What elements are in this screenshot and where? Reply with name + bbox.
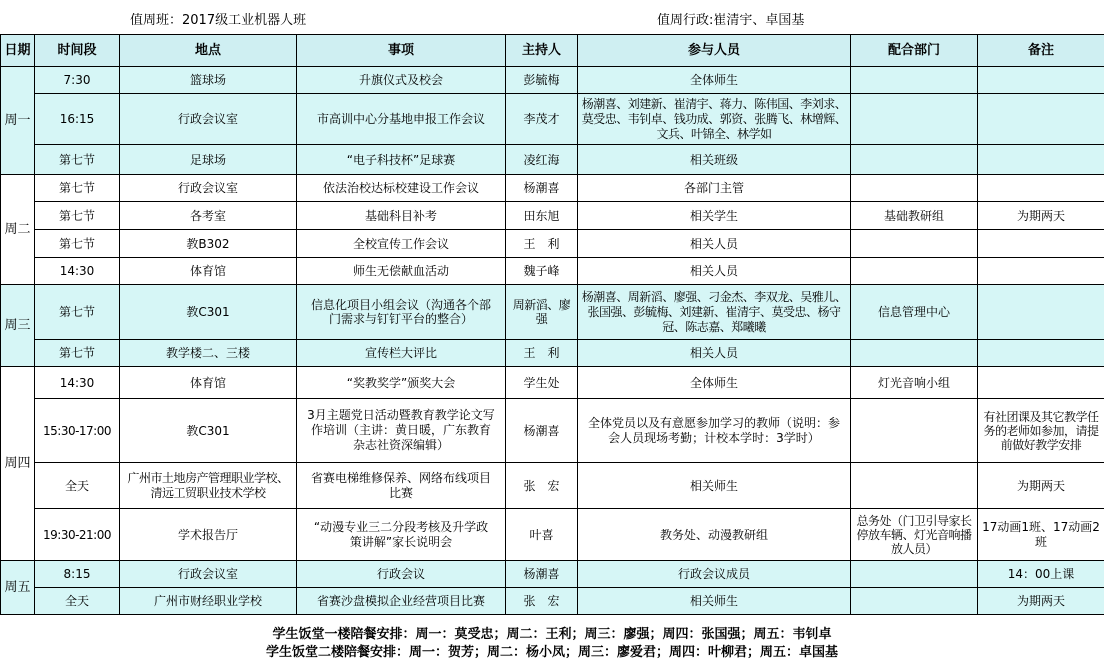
table-row [1, 340, 1104, 367]
cell-item: 省赛电梯维修保养、网络布线项目比赛 [297, 463, 506, 509]
cell-place: 行政会议室 [120, 175, 297, 202]
cell-time: 第七节 [35, 202, 120, 230]
table-row [1, 258, 1104, 285]
table-row [1, 463, 1104, 509]
cell-note: 17动画1班、17动画2班 [978, 509, 1104, 561]
cell-dept [851, 561, 978, 588]
cell-host: 王 利 [506, 340, 578, 367]
cell-dept [851, 258, 978, 285]
duty-class: 值周班：2017级工业机器人班 [130, 13, 307, 28]
table-row [1, 588, 1104, 615]
cell-dept: 灯光音响小组 [851, 367, 978, 399]
cell-dept [851, 399, 978, 463]
cell-participants: 相关人员 [578, 230, 851, 258]
header-row [1, 35, 1104, 67]
cell-time: 第七节 [35, 340, 120, 367]
cell-time: 15:30-17:00 [35, 399, 120, 463]
cell-note: 为期两天 [978, 463, 1104, 509]
table-row [1, 399, 1104, 463]
cell-place: 教B302 [120, 230, 297, 258]
cell-time: 8:15 [35, 561, 120, 588]
cell-participants: 相关人员 [578, 258, 851, 285]
cell-dept [851, 145, 978, 175]
cell-participants: 相关人员 [578, 340, 851, 367]
cell-dept [851, 94, 978, 145]
cell-item: 市高训中心分基地申报工作会议 [297, 94, 506, 145]
cell-host: 叶喜 [506, 509, 578, 561]
cell-time: 全天 [35, 463, 120, 509]
canteen-duty-floor2: 学生饭堂二楼陪餐安排：周一：贺芳；周二：杨小凤；周三：廖爱君；周四：叶柳君；周五：卓国基 [265, 645, 838, 660]
cell-place: 行政会议室 [120, 561, 297, 588]
cell-host: 杨潮喜 [506, 175, 578, 202]
table-row [1, 561, 1104, 588]
cell-place: 广州市土地房产管理职业学校、清远工贸职业技术学校 [120, 463, 297, 509]
cell-time: 7:30 [35, 67, 120, 94]
cell-item: 升旗仪式及校会 [297, 67, 506, 94]
col-host: 主持人 [506, 35, 578, 67]
cell-note: 14：00上课 [978, 561, 1104, 588]
cell-item: 省赛沙盘模拟企业经营项目比赛 [297, 588, 506, 615]
cell-host: 王 利 [506, 230, 578, 258]
cell-host: 周新滔、廖强 [506, 285, 578, 340]
cell-host: 杨潮喜 [506, 399, 578, 463]
cell-note: 为期两天 [978, 588, 1104, 615]
cell-note: 为期两天 [978, 202, 1104, 230]
cell-time: 第七节 [35, 175, 120, 202]
cell-item: 基础科目补考 [297, 202, 506, 230]
cell-time: 16:15 [35, 94, 120, 145]
cell-participants: 全体党员以及有意愿参加学习的教师（说明：参会人员现场考勤；计校本学时：3学时） [578, 399, 851, 463]
table-row [1, 509, 1104, 561]
cell-item: 宣传栏大评比 [297, 340, 506, 367]
col-date: 日期 [1, 35, 35, 67]
col-place: 地点 [120, 35, 297, 67]
table-row [1, 367, 1104, 399]
canteen-duty-floor1: 学生饭堂一楼陪餐安排：周一：莫受忠；周二：王利；周三：廖强；周四：张国强；周五：韦钊卓 [272, 627, 832, 642]
cell-time: 14:30 [35, 258, 120, 285]
cell-place: 广州市财经职业学校 [120, 588, 297, 615]
cell-item: 行政会议 [297, 561, 506, 588]
cell-note [978, 175, 1104, 202]
cell-place: 体育馆 [120, 367, 297, 399]
cell-note [978, 285, 1104, 340]
cell-note: 有社团课及其它教学任务的老师如参加，请提前做好教学安排 [978, 399, 1104, 463]
col-time: 时间段 [35, 35, 120, 67]
cell-participants: 相关学生 [578, 202, 851, 230]
table-row [1, 202, 1104, 230]
cell-time: 全天 [35, 588, 120, 615]
day-fri: 周五 [1, 561, 35, 615]
table-row [1, 94, 1104, 145]
cell-item: “动漫专业三二分段考核及升学政策讲解”家长说明会 [297, 509, 506, 561]
schedule-table [0, 34, 1104, 615]
cell-item: 师生无偿献血活动 [297, 258, 506, 285]
cell-dept: 基础教研组 [851, 202, 978, 230]
cell-host: 彭毓梅 [506, 67, 578, 94]
cell-host: 张 宏 [506, 588, 578, 615]
table-row [1, 285, 1104, 340]
cell-dept: 总务处（门卫引导家长停放车辆、灯光音响播放人员） [851, 509, 978, 561]
top-bar [0, 0, 1104, 34]
cell-dept [851, 230, 978, 258]
cell-participants: 教务处、动漫教研组 [578, 509, 851, 561]
cell-place: 篮球场 [120, 67, 297, 94]
cell-time: 19:30-21:00 [35, 509, 120, 561]
col-dept: 配合部门 [851, 35, 978, 67]
col-participants: 参与人员 [578, 35, 851, 67]
cell-place: 教C301 [120, 285, 297, 340]
cell-participants: 行政会议成员 [578, 561, 851, 588]
cell-host: 学生处 [506, 367, 578, 399]
cell-time: 第七节 [35, 145, 120, 175]
table-row [1, 67, 1104, 94]
cell-item: 全校宣传工作会议 [297, 230, 506, 258]
cell-participants: 杨潮喜、刘建新、崔清宇、蒋力、陈伟国、李刘求、莫受忠、韦钊卓、钱功成、郭资、张腾飞、林增辉、文兵、叶锦全、林学如 [578, 94, 851, 145]
cell-note [978, 145, 1104, 175]
cell-dept [851, 340, 978, 367]
duty-admin: 值周行政:崔清宇、卓国基 [657, 13, 805, 28]
cell-dept [851, 588, 978, 615]
cell-item: “电子科技杯”足球赛 [297, 145, 506, 175]
cell-host: 凌红海 [506, 145, 578, 175]
cell-participants: 全体师生 [578, 367, 851, 399]
cell-dept: 信息管理中心 [851, 285, 978, 340]
cell-place: 行政会议室 [120, 94, 297, 145]
cell-note [978, 67, 1104, 94]
cell-participants: 相关师生 [578, 588, 851, 615]
col-item: 事项 [297, 35, 506, 67]
cell-place: 体育馆 [120, 258, 297, 285]
cell-dept [851, 175, 978, 202]
cell-host: 张 宏 [506, 463, 578, 509]
cell-host: 田东旭 [506, 202, 578, 230]
cell-note [978, 94, 1104, 145]
cell-participants: 相关班级 [578, 145, 851, 175]
cell-dept [851, 463, 978, 509]
cell-note [978, 340, 1104, 367]
table-row [1, 145, 1104, 175]
cell-host: 魏子峰 [506, 258, 578, 285]
table-row [1, 175, 1104, 202]
cell-place: 足球场 [120, 145, 297, 175]
day-wed: 周三 [1, 285, 35, 367]
cell-note [978, 258, 1104, 285]
cell-place: 学术报告厅 [120, 509, 297, 561]
cell-time: 第七节 [35, 285, 120, 340]
cell-dept [851, 67, 978, 94]
cell-time: 14:30 [35, 367, 120, 399]
cell-place: 各考室 [120, 202, 297, 230]
cell-item: “奖教奖学”颁奖大会 [297, 367, 506, 399]
cell-participants: 全体师生 [578, 67, 851, 94]
day-tue: 周二 [1, 175, 35, 285]
cell-item: 3月主题党日活动暨教育教学论文写作培训（主讲：黄日暖，广东教育杂志社资深编辑） [297, 399, 506, 463]
day-thu: 周四 [1, 367, 35, 561]
table-row [1, 230, 1104, 258]
cell-item: 信息化项目小组会议（沟通各个部门需求与钉钉平台的整合） [297, 285, 506, 340]
col-note: 备注 [978, 35, 1104, 67]
cell-participants: 杨潮喜、周新滔、廖强、刁金杰、李双龙、吴雅儿、张国强、彭毓梅、刘建新、崔清宇、莫受忠、杨守冠、陈志嘉、郑曦曦 [578, 285, 851, 340]
cell-note [978, 230, 1104, 258]
cell-time: 第七节 [35, 230, 120, 258]
day-mon: 周一 [1, 67, 35, 175]
cell-host: 杨潮喜 [506, 561, 578, 588]
cell-item: 依法治校达标校建设工作会议 [297, 175, 506, 202]
cell-place: 教学楼二、三楼 [120, 340, 297, 367]
cell-participants: 各部门主管 [578, 175, 851, 202]
cell-participants: 相关师生 [578, 463, 851, 509]
cell-place: 教C301 [120, 399, 297, 463]
cell-note [978, 367, 1104, 399]
cell-host: 李茂才 [506, 94, 578, 145]
